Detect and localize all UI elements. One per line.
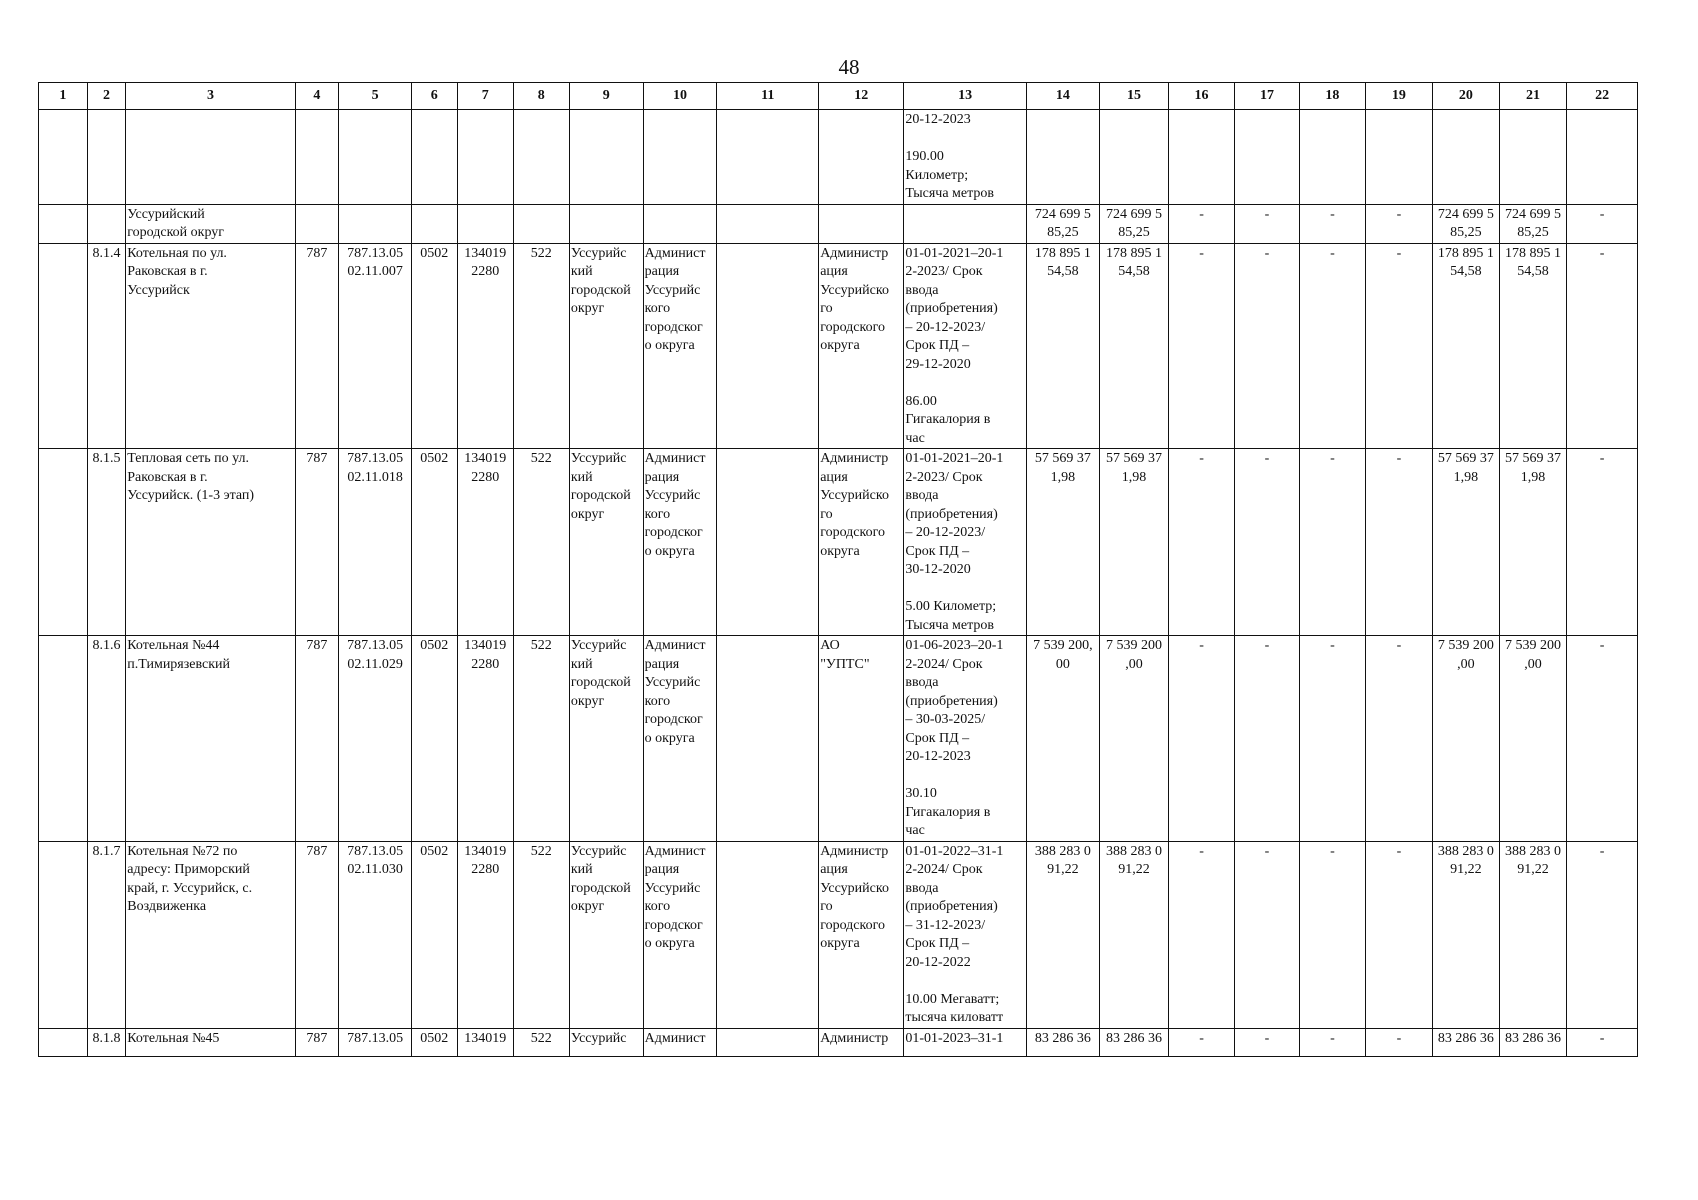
table-cell: Администр ация Уссурийско го городского округа: [819, 449, 904, 636]
table-cell: 7 539 200, 00: [1026, 636, 1099, 842]
table-cell: 522: [513, 449, 569, 636]
table-cell: [1234, 110, 1299, 205]
table-cell: -: [1169, 1028, 1234, 1056]
column-header: 1: [39, 83, 88, 110]
table-cell: [1300, 110, 1365, 205]
table-cell: -: [1300, 841, 1365, 1028]
table-cell: [717, 243, 819, 449]
column-header: 10: [643, 83, 717, 110]
table-cell: 134019 2280: [457, 449, 513, 636]
table-cell: Администр ация Уссурийско го городского округа: [819, 243, 904, 449]
table-cell: -: [1365, 1028, 1433, 1056]
column-header: 18: [1300, 83, 1365, 110]
table-cell: [819, 204, 904, 243]
table-cell: -: [1169, 243, 1234, 449]
column-header: 14: [1026, 83, 1099, 110]
table-cell: [569, 204, 643, 243]
table-cell: 724 699 5 85,25: [1499, 204, 1567, 243]
table-cell: 0502: [411, 636, 457, 842]
table-cell: [1026, 110, 1099, 205]
table-cell: 57 569 37 1,98: [1026, 449, 1099, 636]
table-cell: 57 569 37 1,98: [1099, 449, 1169, 636]
table-cell: [513, 110, 569, 205]
table-cell: [339, 204, 412, 243]
table-cell: 388 283 0 91,22: [1099, 841, 1169, 1028]
table-cell: [717, 110, 819, 205]
column-header: 6: [411, 83, 457, 110]
table-cell: Уссурийский городской округ: [126, 204, 295, 243]
table-cell: 787.13.05 02.11.029: [339, 636, 412, 842]
table-cell: -: [1567, 1028, 1638, 1056]
table-cell: [717, 841, 819, 1028]
table-cell: 0502: [411, 841, 457, 1028]
table-cell: 8.1.8: [87, 1028, 125, 1056]
table-cell: 8.1.4: [87, 243, 125, 449]
header-row: [39, 83, 1638, 110]
column-header: 3: [126, 83, 295, 110]
column-header: 19: [1365, 83, 1433, 110]
column-header: 8: [513, 83, 569, 110]
table-cell: Котельная №72 по адресу: Приморский край, г. Уссурийск, с. Воздвиженка: [126, 841, 295, 1028]
table-cell: -: [1365, 449, 1433, 636]
column-header: 9: [569, 83, 643, 110]
table-cell: [39, 110, 88, 205]
table-cell: 787: [295, 449, 339, 636]
table-cell: 787.13.05 02.11.018: [339, 449, 412, 636]
table-cell: 83 286 36: [1099, 1028, 1169, 1056]
column-header: 2: [87, 83, 125, 110]
table-cell: [1099, 110, 1169, 205]
table-cell: 57 569 37 1,98: [1433, 449, 1499, 636]
table-cell: -: [1234, 841, 1299, 1028]
table-cell: [39, 449, 88, 636]
table-cell: 522: [513, 636, 569, 842]
page-number: 48: [838, 55, 860, 79]
table-cell: 787.13.05: [339, 1028, 412, 1056]
column-header: 4: [295, 83, 339, 110]
table-cell: [1433, 110, 1499, 205]
table-cell: 01-06-2023–20-1 2-2024/ Срок ввода (приобретения) – 30-03-2025/ Срок ПД – 20-12-2023 30.10 Гигакалория в час: [904, 636, 1027, 842]
table-cell: [39, 636, 88, 842]
column-header: 15: [1099, 83, 1169, 110]
table-cell: 7 539 200 ,00: [1433, 636, 1499, 842]
table-cell: 178 895 1 54,58: [1499, 243, 1567, 449]
table-cell: Котельная по ул. Раковская в г. Уссурийск: [126, 243, 295, 449]
table-row: [39, 841, 1638, 1028]
table-cell: 724 699 5 85,25: [1026, 204, 1099, 243]
table-cell: -: [1300, 636, 1365, 842]
table-cell: Админист рация Уссурийс кого городског о округа: [643, 449, 717, 636]
table-cell: 83 286 36: [1433, 1028, 1499, 1056]
table-cell: [411, 110, 457, 205]
table-row: [39, 636, 1638, 842]
table-cell: [569, 110, 643, 205]
table-row: [39, 243, 1638, 449]
table-cell: -: [1365, 204, 1433, 243]
table-row: [39, 110, 1638, 205]
table-cell: 83 286 36: [1499, 1028, 1567, 1056]
table-row: [39, 449, 1638, 636]
table-cell: 388 283 0 91,22: [1026, 841, 1099, 1028]
table-cell: 7 539 200 ,00: [1099, 636, 1169, 842]
table-cell: -: [1567, 243, 1638, 449]
table-cell: 388 283 0 91,22: [1433, 841, 1499, 1028]
table-cell: Уссурийс: [569, 1028, 643, 1056]
table-cell: Уссурийс кий городской округ: [569, 449, 643, 636]
table-cell: [904, 204, 1027, 243]
table-cell: -: [1234, 449, 1299, 636]
table-cell: Админист рация Уссурийс кого городског о округа: [643, 841, 717, 1028]
table-cell: -: [1169, 636, 1234, 842]
table-cell: 0502: [411, 449, 457, 636]
table-cell: 178 895 1 54,58: [1099, 243, 1169, 449]
table-body: [39, 110, 1638, 1057]
table-cell: 134019 2280: [457, 841, 513, 1028]
table-cell: Администр: [819, 1028, 904, 1056]
table-cell: 0502: [411, 1028, 457, 1056]
table-cell: Тепловая сеть по ул. Раковская в г. Уссурийск. (1-3 этап): [126, 449, 295, 636]
table-cell: -: [1234, 1028, 1299, 1056]
table-cell: 20-12-2023 190.00 Километр; Тысяча метров: [904, 110, 1027, 205]
table-cell: Админист рация Уссурийс кого городског о округа: [643, 243, 717, 449]
table-cell: [457, 204, 513, 243]
table-cell: [717, 204, 819, 243]
table-cell: -: [1300, 204, 1365, 243]
column-header: 13: [904, 83, 1027, 110]
table-cell: [295, 204, 339, 243]
table-cell: [819, 110, 904, 205]
table-cell: -: [1567, 841, 1638, 1028]
table-cell: -: [1169, 841, 1234, 1028]
table-cell: [717, 636, 819, 842]
table-cell: [39, 1028, 88, 1056]
table-cell: -: [1567, 636, 1638, 842]
table-cell: 787: [295, 1028, 339, 1056]
table-cell: 787: [295, 636, 339, 842]
table-cell: 522: [513, 243, 569, 449]
table-cell: -: [1169, 204, 1234, 243]
table-cell: -: [1365, 841, 1433, 1028]
table-cell: Котельная №44 п.Тимирязевский: [126, 636, 295, 842]
table-cell: [126, 110, 295, 205]
table-cell: Админист рация Уссурийс кого городског о округа: [643, 636, 717, 842]
table-cell: АО "УПТС": [819, 636, 904, 842]
table-cell: 388 283 0 91,22: [1499, 841, 1567, 1028]
table-cell: -: [1365, 243, 1433, 449]
table-cell: [513, 204, 569, 243]
table-cell: -: [1234, 243, 1299, 449]
table-cell: [39, 243, 88, 449]
data-table: [38, 82, 1638, 1057]
table-cell: 134019 2280: [457, 243, 513, 449]
table-cell: 787.13.05 02.11.030: [339, 841, 412, 1028]
table-cell: 8.1.7: [87, 841, 125, 1028]
table-cell: -: [1567, 449, 1638, 636]
table-cell: 787.13.05 02.11.007: [339, 243, 412, 449]
column-header: 20: [1433, 83, 1499, 110]
table-cell: -: [1234, 636, 1299, 842]
table-cell: [717, 449, 819, 636]
table-cell: Котельная №45: [126, 1028, 295, 1056]
table-cell: 01-01-2022–31-1 2-2024/ Срок ввода (приобретения) – 31-12-2023/ Срок ПД – 20-12-2022 10.00 Мегаватт; тысяча киловатт: [904, 841, 1027, 1028]
column-header: 11: [717, 83, 819, 110]
table-cell: [339, 110, 412, 205]
column-header: 16: [1169, 83, 1234, 110]
table-cell: [87, 204, 125, 243]
table-cell: [643, 110, 717, 205]
table-cell: 178 895 1 54,58: [1433, 243, 1499, 449]
table-cell: -: [1234, 204, 1299, 243]
table-cell: [87, 110, 125, 205]
table-cell: [717, 1028, 819, 1056]
table-cell: 134019 2280: [457, 636, 513, 842]
table-cell: -: [1300, 243, 1365, 449]
table-cell: -: [1300, 449, 1365, 636]
column-header: 17: [1234, 83, 1299, 110]
table-cell: 8.1.6: [87, 636, 125, 842]
table-cell: [39, 841, 88, 1028]
table-cell: [1567, 110, 1638, 205]
table-cell: -: [1365, 636, 1433, 842]
table-cell: 01-01-2023–31-1: [904, 1028, 1027, 1056]
table-cell: 522: [513, 1028, 569, 1056]
table-cell: [1169, 110, 1234, 205]
table-cell: [411, 204, 457, 243]
table-row: [39, 1028, 1638, 1056]
column-header: 5: [339, 83, 412, 110]
table-cell: 57 569 37 1,98: [1499, 449, 1567, 636]
table-cell: Админист: [643, 1028, 717, 1056]
column-header: 21: [1499, 83, 1567, 110]
table-cell: Администр ация Уссурийско го городского округа: [819, 841, 904, 1028]
table-cell: Уссурийс кий городской округ: [569, 636, 643, 842]
table-cell: -: [1169, 449, 1234, 636]
table-cell: 83 286 36: [1026, 1028, 1099, 1056]
table-cell: 01-01-2021–20-1 2-2023/ Срок ввода (приобретения) – 20-12-2023/ Срок ПД – 30-12-2020 5.00 Километр; Тысяча метров: [904, 449, 1027, 636]
table-cell: 01-01-2021–20-1 2-2023/ Срок ввода (приобретения) – 20-12-2023/ Срок ПД – 29-12-2020 86.00 Гигакалория в час: [904, 243, 1027, 449]
table-cell: 8.1.5: [87, 449, 125, 636]
table-cell: 787: [295, 841, 339, 1028]
table-cell: Уссурийс кий городской округ: [569, 243, 643, 449]
table-cell: 522: [513, 841, 569, 1028]
table-cell: 0502: [411, 243, 457, 449]
table-cell: 724 699 5 85,25: [1433, 204, 1499, 243]
table-cell: 134019: [457, 1028, 513, 1056]
table-cell: 787: [295, 243, 339, 449]
table-cell: 7 539 200 ,00: [1499, 636, 1567, 842]
table-cell: [1499, 110, 1567, 205]
table-cell: [295, 110, 339, 205]
table-row: [39, 204, 1638, 243]
column-header: 7: [457, 83, 513, 110]
column-header: 12: [819, 83, 904, 110]
table-cell: [39, 204, 88, 243]
table-cell: [643, 204, 717, 243]
table-cell: 178 895 1 54,58: [1026, 243, 1099, 449]
table-cell: Уссурийс кий городской округ: [569, 841, 643, 1028]
table-cell: 724 699 5 85,25: [1099, 204, 1169, 243]
table-cell: -: [1567, 204, 1638, 243]
table-cell: [1365, 110, 1433, 205]
column-header: 22: [1567, 83, 1638, 110]
table-cell: -: [1300, 1028, 1365, 1056]
table-cell: [457, 110, 513, 205]
